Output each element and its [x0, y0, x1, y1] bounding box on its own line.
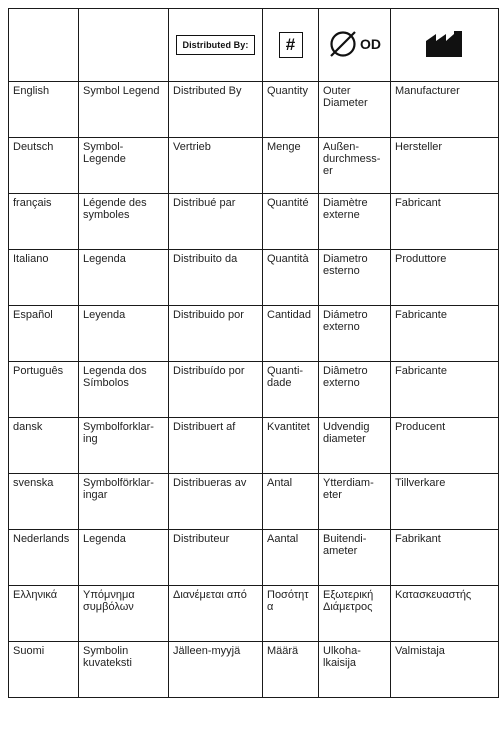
- symbol-legend-cell: Legenda: [79, 530, 169, 586]
- symbol-header-row: [9, 9, 499, 82]
- outer-diameter-cell: Buitendi-ameter: [319, 530, 391, 586]
- manufacturer-cell: Κατασκευαστής: [391, 586, 499, 642]
- language-cell: Deutsch: [9, 138, 79, 194]
- distributed-by-cell: Distribueras av: [169, 474, 263, 530]
- quantity-cell: Kvantitet: [263, 418, 319, 474]
- quantity-cell: Menge: [263, 138, 319, 194]
- quantity-cell: Määrä: [263, 642, 319, 698]
- manufacturer-cell: Hersteller: [391, 138, 499, 194]
- quantity-cell: Cantidad: [263, 306, 319, 362]
- outer-diameter-symbol: [328, 29, 381, 59]
- header-empty-cell-2: [79, 9, 169, 82]
- table-row: [9, 138, 499, 194]
- table-row: [9, 194, 499, 250]
- outer-diameter-cell: Outer Diameter: [319, 82, 391, 138]
- quantity-cell: Antal: [263, 474, 319, 530]
- outer-diameter-cell: Außen-durchmess-er: [319, 138, 391, 194]
- quantity-cell: Quanti-dade: [263, 362, 319, 418]
- distributed-by-cell: Distribuito da: [169, 250, 263, 306]
- distributed-by-symbol: Distributed By:: [176, 35, 254, 55]
- quantity-symbol: #: [279, 32, 303, 58]
- symbol-legend-cell: Symbolin kuvateksti: [79, 642, 169, 698]
- language-cell: Nederlands: [9, 530, 79, 586]
- table-row: [9, 586, 499, 642]
- distributed-by-cell: Διανέμεται από: [169, 586, 263, 642]
- language-cell: dansk: [9, 418, 79, 474]
- legend-body: [9, 82, 499, 698]
- language-cell: français: [9, 194, 79, 250]
- table-row: [9, 474, 499, 530]
- table-row: [9, 418, 499, 474]
- table-row: [9, 642, 499, 698]
- manufacturer-cell: Fabricant: [391, 194, 499, 250]
- outer-diameter-cell: Diámetro externo: [319, 306, 391, 362]
- symbol-legend-cell: Symbolförklar-ingar: [79, 474, 169, 530]
- symbol-legend-cell: Legenda: [79, 250, 169, 306]
- outer-diameter-label: OD: [360, 35, 381, 52]
- quantity-cell: Aantal: [263, 530, 319, 586]
- symbol-legend-cell: Leyenda: [79, 306, 169, 362]
- language-cell: Ελληνικά: [9, 586, 79, 642]
- language-cell: svenska: [9, 474, 79, 530]
- manufacturer-cell: Fabricante: [391, 306, 499, 362]
- manufacturer-cell: Fabrikant: [391, 530, 499, 586]
- outer-diameter-cell: Diâmetro externo: [319, 362, 391, 418]
- distributed-by-cell: Distribuído por: [169, 362, 263, 418]
- manufacturer-cell: Produttore: [391, 250, 499, 306]
- language-cell: Español: [9, 306, 79, 362]
- symbol-legend-cell: Légende des symboles: [79, 194, 169, 250]
- outer-diameter-symbol-cell: [319, 9, 391, 82]
- symbol-legend-cell: Symbol Legend: [79, 82, 169, 138]
- table-row: [9, 250, 499, 306]
- quantity-cell: Quantity: [263, 82, 319, 138]
- language-cell: Suomi: [9, 642, 79, 698]
- diameter-icon: [328, 29, 358, 59]
- manufacturer-cell: Valmistaja: [391, 642, 499, 698]
- manufacturer-cell: Producent: [391, 418, 499, 474]
- language-cell: Português: [9, 362, 79, 418]
- outer-diameter-cell: Diametro esterno: [319, 250, 391, 306]
- symbol-legend-cell: Symbolforklar-ing: [79, 418, 169, 474]
- manufacturer-cell: Fabricante: [391, 362, 499, 418]
- distributed-by-cell: Distribuido por: [169, 306, 263, 362]
- distributed-by-cell: Distribuert af: [169, 418, 263, 474]
- distributed-by-cell: Distribué par: [169, 194, 263, 250]
- table-row: [9, 306, 499, 362]
- factory-icon: [424, 29, 466, 59]
- quantity-cell: Quantité: [263, 194, 319, 250]
- distributed-by-cell: Distributeur: [169, 530, 263, 586]
- outer-diameter-cell: Diamètre externe: [319, 194, 391, 250]
- table-row: [9, 82, 499, 138]
- outer-diameter-cell: Ulkoha-lkaisija: [319, 642, 391, 698]
- distributed-by-cell: Vertrieb: [169, 138, 263, 194]
- manufacturer-cell: Tillverkare: [391, 474, 499, 530]
- language-cell: English: [9, 82, 79, 138]
- distributed-by-symbol-cell: [169, 9, 263, 82]
- outer-diameter-cell: Εξωτερική Διάμετρος: [319, 586, 391, 642]
- distributed-by-cell: Jälleen-myyjä: [169, 642, 263, 698]
- symbol-legend-cell: Υπόμνημα συμβόλων: [79, 586, 169, 642]
- header-empty-cell-1: [9, 9, 79, 82]
- distributed-by-cell: Distributed By: [169, 82, 263, 138]
- symbol-legend-cell: Symbol-Legende: [79, 138, 169, 194]
- language-cell: Italiano: [9, 250, 79, 306]
- table-row: [9, 362, 499, 418]
- manufacturer-cell: Manufacturer: [391, 82, 499, 138]
- quantity-symbol-cell: [263, 9, 319, 82]
- symbol-legend-cell: Legenda dos Símbolos: [79, 362, 169, 418]
- quantity-cell: Quantità: [263, 250, 319, 306]
- outer-diameter-cell: Ytterdiam-eter: [319, 474, 391, 530]
- quantity-cell: Ποσότητα: [263, 586, 319, 642]
- table-row: [9, 530, 499, 586]
- manufacturer-symbol-cell: [391, 9, 499, 82]
- symbol-legend-table: [8, 8, 499, 698]
- outer-diameter-cell: Udvendig diameter: [319, 418, 391, 474]
